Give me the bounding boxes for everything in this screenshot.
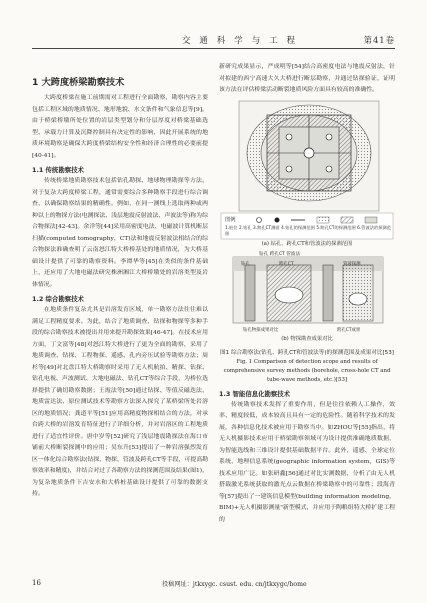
label-drill: 钻孔 <box>241 261 250 267</box>
right-column <box>219 62 395 526</box>
paragraph-1-1: 传统桥梁地质勘察技术包括钻孔勘探、地球物理勘探等方法。对于复杂大跨度桥梁工程，通常需要综合多种勘察手段进行综合调查，以确保勘察结果的精确性。例如，在同一测线上选取两种或两种以上的物探方法(电测探法、浅层地震反射波法、声波法等)称为综合物探法[42-43]。余洋等[44]采用高密度电法、电磁波计算机断层扫描(computed tomography，CT)法和地震反射波法相结合的综合物探法准确查明了云南怒江特大桥桥基处的地质情况，为大桥基础设计提供了可靠的勘察资料。李谭华等[45]在类似的条件基础上，还应用了大地电磁法研究株洲湘江大桥桥墩处的岩溶类型及岩体情况。 <box>32 178 208 288</box>
volume-number: 第41卷 <box>363 35 395 45</box>
left-column <box>32 64 208 501</box>
figure-caption-cn: 图1 综合勘察法(钻孔、跨孔CT和管波法等)的探测范围及成果对比[53] <box>220 349 394 356</box>
figure-caption-en-3: tube-wave methods, etc.)[53] <box>267 376 347 383</box>
panel-b-top-label: 钻孔 跨孔CT 管波法 <box>259 251 301 257</box>
label-ct: 跨孔CT <box>279 261 294 267</box>
panel-b-caption: (b) 物探勘查成果对比 <box>281 335 333 342</box>
legend-label: 图例 <box>225 216 236 223</box>
journal-name: 交 通 科 学 与 工 程 <box>182 35 299 45</box>
legend-item-5: 5.跨孔CT的探测范围 <box>316 224 356 230</box>
panel-a-plan <box>239 101 379 211</box>
legend-item-6: 6.管波法的探测范围 <box>225 224 391 236</box>
paragraph-1-2: 在地质条件复杂尤其是岩溶发育区域，单一勘察方法往往难以满足工程精度要求。为此，结合了地质调查、钻探和物探等多种手段的综合勘察技术被提出并用来提升勘探效果[46-47]。在技术应用方面，丁文富等[48]对怒江特大桥进行了更为全面的勘察，采用了地质调查、钻探、工程物探、遥感、孔内旁压试验等勘察方法；周杉等[49]对北盘江特大桥勘察时采用了无人机航拍、精探、钻探、钻孔电视、声波测试、大地电磁法、钻孔CT等综合手段，为桥位选择提供了确切勘察数据；王霞法等[50]通过钻探、等值反磁迭法、地质雷达法、原位测试技术等勘察方法深入探究了某桥梁所处岩溶区的地质情况；龚道平等[51]应用高精度物探相结合的方法，对承台跨大桥的岩溶发育特征进行了详细分析，并对岩溶区的工程地质进行了适宜性评价。唐中岁等[52]研究了浅层地震勘探法在海口市铺前大桥断裂探测中的应用；吴东升[53]提出了一种岩溶强烈发育区一体化综合勘察法(钻探、物探、管波及跨孔CT等手段，可提高勘察效率和精度)，并结合对过了各勘察方法的探测范围及结果(图1)，为复杂地质条件下吉安水和大桥桩基础设计提供了可靠的数据支持。 <box>32 307 208 497</box>
intro-paragraph: 大跨度桥梁在施工前期需对工程进行全面勘察，勘察内容主要包括工程区域的地质情况、地形地貌、水文条件和气象信息等[9]。由于桥梁桥墩所处位置的岩层类型划分和分层厚度对桥梁基础选型、承载力计算及沉降控制具有决定性的影响，因此开展系统的地质环境勘察是确保大跨度桥梁结构安全性和经济合理性的必要前提[40-41]。 <box>32 95 208 159</box>
legend-item-1: 1.桩位 <box>225 224 238 230</box>
running-header <box>32 34 395 49</box>
subsection-title-1-3: 1.3 智能信息化勘察技术 <box>219 389 291 398</box>
label-tube: 管波探测 <box>343 261 361 267</box>
submission-url: 投稿网址：jtkxygc. csust. edu. cn/jtkxygc/home <box>162 581 307 588</box>
label-drill-result: 钻孔物探成果对比 <box>243 327 279 333</box>
page-number: 16 <box>32 579 41 587</box>
label-ct-result: 跨孔CT成果 <box>337 327 361 333</box>
continued-paragraph: 新研究成果显示，严成明等[54]结合高密度电法与地震反射法，针对拟建的西宁高速大久大桥进行断层勘察，并通过钻探验证，证明该方法在评估桥梁活动断裂地质风险方面具有较高的准确性。 <box>219 64 395 93</box>
figure-1-graphic <box>219 99 395 347</box>
legend-item-2: 2.钻孔 <box>239 224 252 230</box>
subsection-title-1-1: 1.1 传统勘察技术 <box>32 166 84 174</box>
legend-items <box>225 225 391 237</box>
legend-item-4: 4.钻孔的探测范围 <box>281 224 315 230</box>
subsection-title-1-2: 1.2 综合勘察技术 <box>32 295 84 303</box>
panel-a-caption: (a) 钻孔、跨孔CT和管波法的探测范围 <box>261 240 353 247</box>
figure-caption-en-1: Fig. 1 Comparison of detection scope and results of <box>236 358 378 365</box>
figure-caption-en-2: comprehensive survey methods (borehole, cross-hole CT and <box>223 367 391 374</box>
figure-1 <box>219 99 395 347</box>
section-title: 1 大跨度桥梁勘察技术 <box>32 77 125 88</box>
paragraph-1-3: 传统勘察技术发挥了重要作用，但是往往依赖人工操作，效率、精度较低，成本较高且具有一定的危险性。随着科学技术的发展，各种信息化技术被应用于勘察当中。如ZHOU等[55]指出，将无人机摄影技术应用于桥梁勘察领域可为设计提供准确地质数据，为智能选线和三维设计提供基础数据平台。此外，遥感、全球定位系统、地理信息系统(geographic information system，GIS)等技术应用广泛。如张研鑫[56]通过对比实测数据，分析了由无人机搭载激光系统获取的激光点云数据在桥梁勘察中的可靠性；段海青等[57]提出了一建筑信息模型(building information modeling，BIM)+无人机摄影测量"新型模式，并应用于陶粮组特大桥扩建工程的 <box>219 401 396 523</box>
legend-item-3: 3.跨孔CT测面 <box>253 224 280 230</box>
